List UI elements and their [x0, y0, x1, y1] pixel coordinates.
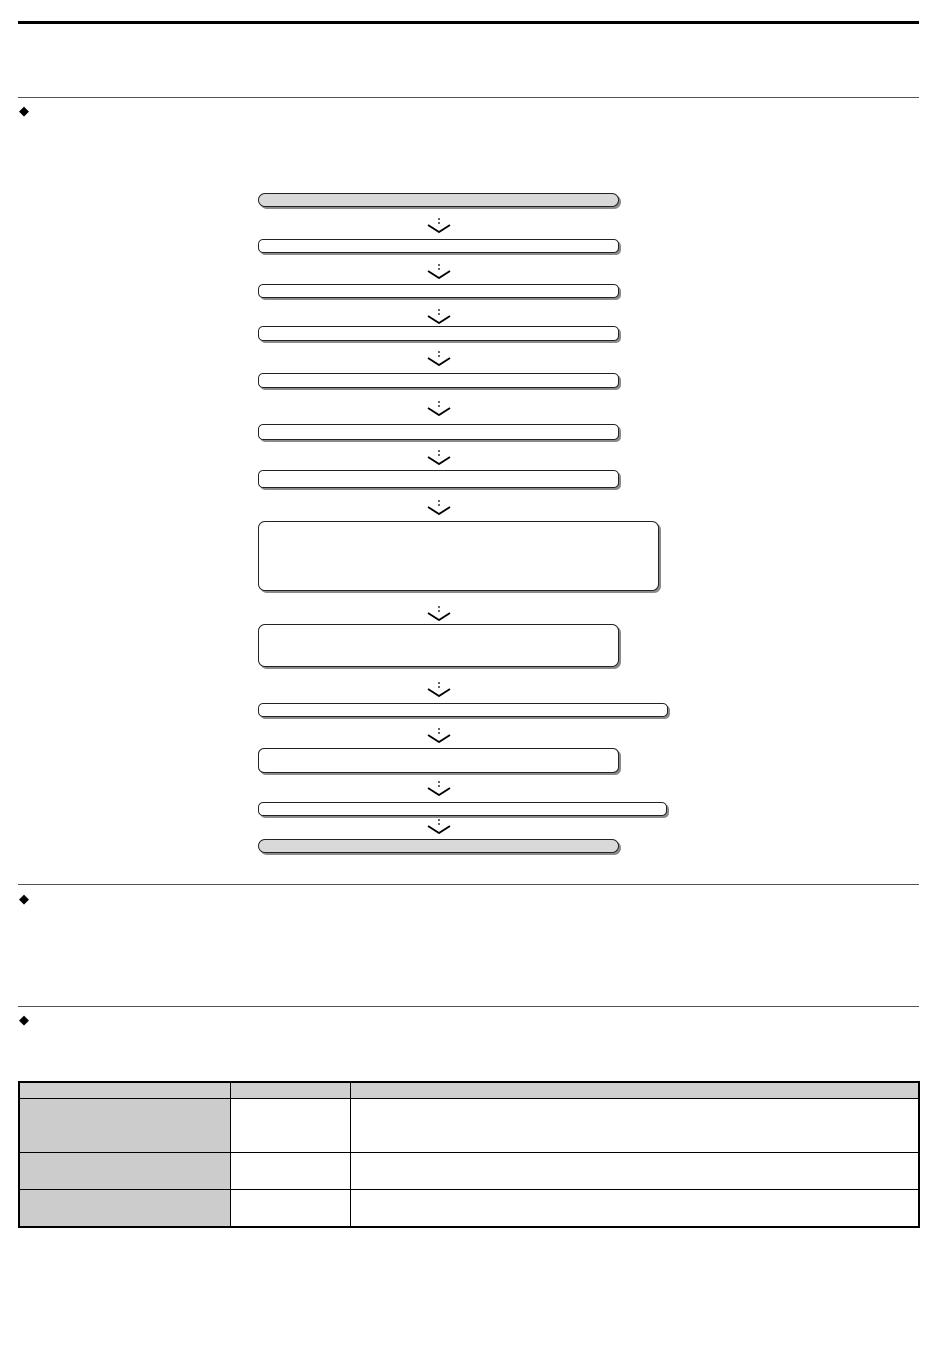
chevron-down-icon [426, 500, 452, 516]
flow-step-end [258, 839, 619, 853]
flow-step [258, 373, 619, 388]
section-3-rule [18, 1006, 919, 1007]
section-2-rule [18, 884, 919, 885]
table-header-cell [230, 1082, 350, 1099]
flow-step [258, 239, 619, 253]
table-cell [350, 1190, 919, 1227]
table-cell [19, 1099, 230, 1153]
flow-step [258, 326, 619, 341]
flow-step [258, 284, 619, 298]
table-header-cell [350, 1082, 919, 1099]
chevron-down-icon [426, 450, 452, 466]
flow-step [258, 424, 619, 440]
table-cell [230, 1099, 350, 1153]
section-1-rule [18, 97, 919, 98]
flow-step [258, 470, 619, 488]
diamond-bullet-icon: ◆ [19, 1012, 29, 1027]
chevron-down-icon [426, 728, 452, 744]
table-cell [19, 1190, 230, 1227]
table-cell [19, 1153, 230, 1190]
chevron-down-icon [426, 401, 452, 417]
chevron-down-icon [426, 264, 452, 280]
table-cell [350, 1153, 919, 1190]
table-cell [230, 1190, 350, 1227]
table-row [19, 1099, 919, 1153]
table-header-cell [19, 1082, 230, 1099]
table-cell [350, 1099, 919, 1153]
flow-step [258, 748, 619, 773]
flow-step-start [258, 193, 619, 207]
chevron-down-icon [426, 309, 452, 325]
flow-step [258, 521, 659, 591]
chevron-down-icon [426, 351, 452, 367]
table-row [19, 1190, 919, 1227]
chevron-down-icon [426, 682, 452, 698]
spec-table [18, 1081, 920, 1228]
flow-step [258, 703, 668, 717]
diamond-bullet-icon: ◆ [19, 103, 29, 118]
table-row [19, 1153, 919, 1190]
chevron-down-icon [426, 781, 452, 797]
table-header-row [19, 1082, 919, 1099]
diamond-bullet-icon: ◆ [19, 891, 29, 906]
chevron-down-icon [426, 819, 452, 835]
flow-step [258, 624, 619, 667]
table-cell [230, 1153, 350, 1190]
chevron-down-icon [426, 218, 452, 234]
chevron-down-icon [426, 606, 452, 622]
top-rule [18, 21, 919, 24]
flow-step [258, 802, 667, 816]
